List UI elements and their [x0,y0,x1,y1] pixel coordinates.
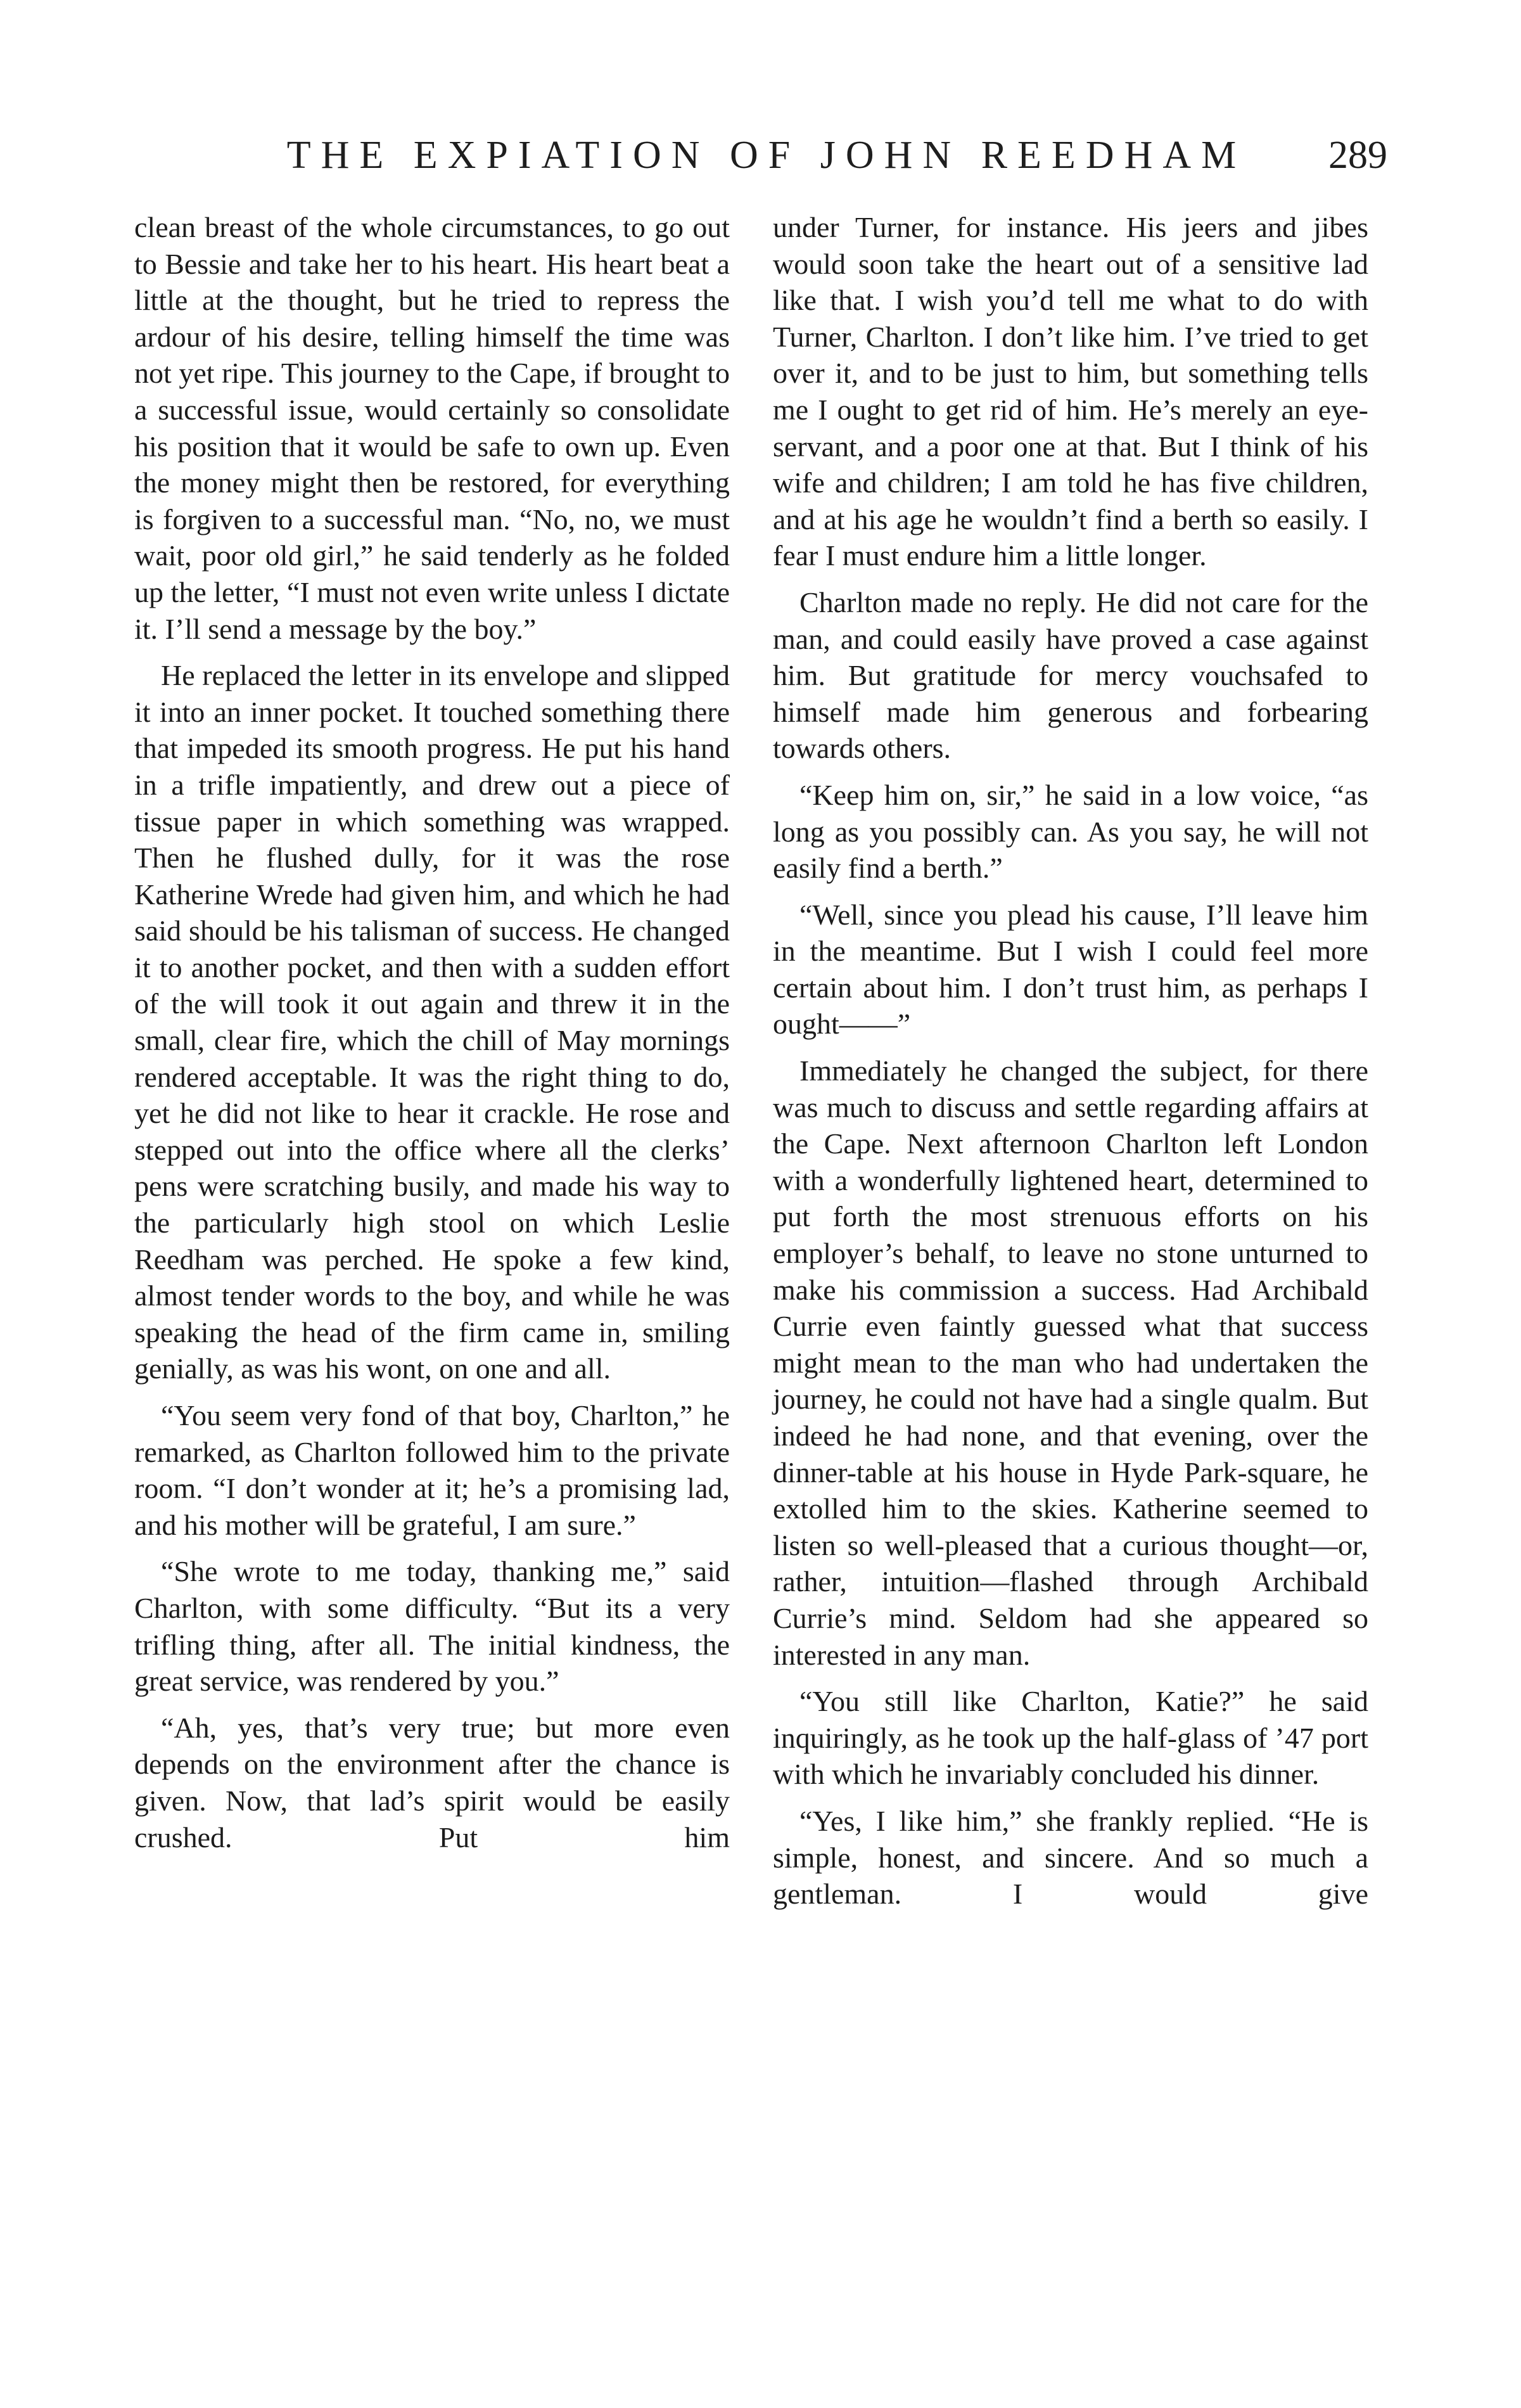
paragraph: He replaced the letter in its envelope and slipped it into an inner pocket. It touched something there that impeded its smooth progress. He put his hand in a trifle impatiently, and drew out a piece of tissue paper in which something was wrapped. Then he flushed dully, for it was the rose Katherine Wrede had given him, and which he had said should be his talisman of success. He changed it to another pocket, and then with a sudden effort of the will took it out again and threw it in the small, clear fire, which the chill of May mornings rendered acceptable. It was the right thing to do, yet he did not like to hear it crackle. He rose and stepped out into the office where all the clerks’ pens were scratching busily, and made his way to the particularly high stool on which Leslie Reedham was perched. He spoke a few kind, almost tender words to the boy, and while he was speaking the head of the firm came in, smiling genially, as was his wont, on one and all. [134,659,730,1385]
paragraph: “Well, since you plead his cause, I’ll leave him in the meantime. But I wish I could feel more certain about him. I don’t trust him, as perhaps I ought——” [773,898,1368,1041]
paragraph: under Turner, for instance. His jeers and jibes would soon take the heart out of a sensitive lad like that. I wish you’d tell me what to do with Turner, Charlton. I don’t like him. I’ve tried to get over it, and to be just to him, but something tells me I ought to get rid of him. He’s merely an eye-servant, and a poor one at that. But I think of his wife and children; I am told he has five children, and at his age he wouldn’t find a berth so easily. I fear I must endure him a little longer. [773,211,1368,572]
paragraph: Immediately he changed the subject, for there was much to discuss and settle regarding affairs at the Cape. Next afternoon Charlton left London with a wonderfully lightened heart, determined to put forth the most strenuous efforts on his employer’s behalf, to leave no stone unturned to make his commission a success. Had Archibald Currie even faintly guessed what that success might mean to the man who had undertaken the journey, he could not have had a single qualm. But indeed he had none, and that evening, over the dinner-table at his house in Hyde Park-square, he extolled him to the skies. Katherine seemed to listen so well-pleased that a curious thought—or, rather, intuition—flashed through Archibald Currie’s mind. Seldom had she appeared so interested in any man. [773,1054,1368,1671]
right-column [773,209,1368,1912]
paragraph: “Keep him on, sir,” he said in a low voice, “as long as you possibly can. As you say, he will not easily find a berth.” [773,778,1368,885]
left-column [134,209,730,1855]
paragraph: “Ah, yes, that’s very true; but more even depends on the environment after the chance is given. Now, that lad’s spirit would be easily crushed. Put him [134,1711,730,1854]
paragraph: “Yes, I like him,” she frankly replied. “He is simple, honest, and sincere. And so much a gentleman. I would give [773,1804,1368,1911]
paragraph: Charlton made no reply. He did not care for the man, and could easily have proved a case against him. But gratitude for mercy vouchsafed to himself made him generous and forbearing towards others. [773,586,1368,765]
running-title: THE EXPIATION OF JOHN REEDHAM [286,134,1247,177]
paragraph: “You still like Charlton, Katie?” he said inquiringly, as he took up the half-glass of ’47 port with which he invariably concluded his dinner. [773,1685,1368,1791]
page-number: 289 [1328,134,1387,177]
paragraph: clean breast of the whole circumstances, to go out to Bessie and take her to his heart. His heart beat a little at the thought, but he tried to repress the ardour of his desire, telling himself the time was not yet ripe. This journey to the Cape, if brought to a successful issue, would certainly so consolidate his position that it would be safe to own up. Even the money might then be restored, for everything is forgiven to a successful man. “No, no, we must wait, poor old girl,” he said tenderly as he folded up the letter, “I must not even write unless I dictate it. I’ll send a message by the boy.” [134,211,730,645]
paragraph: “She wrote to me today, thanking me,” said Charlton, with some difficulty. “But its a very trifling thing, after all. The initial kindness, the great service, was rendered by you.” [134,1555,730,1698]
running-head [253,127,1387,184]
paragraph: “You seem very fond of that boy, Charlton,” he remarked, as Charlton followed him to the private room. “I don’t wonder at it; he’s a promising lad, and his mother will be grateful, I am sure.” [134,1399,730,1541]
